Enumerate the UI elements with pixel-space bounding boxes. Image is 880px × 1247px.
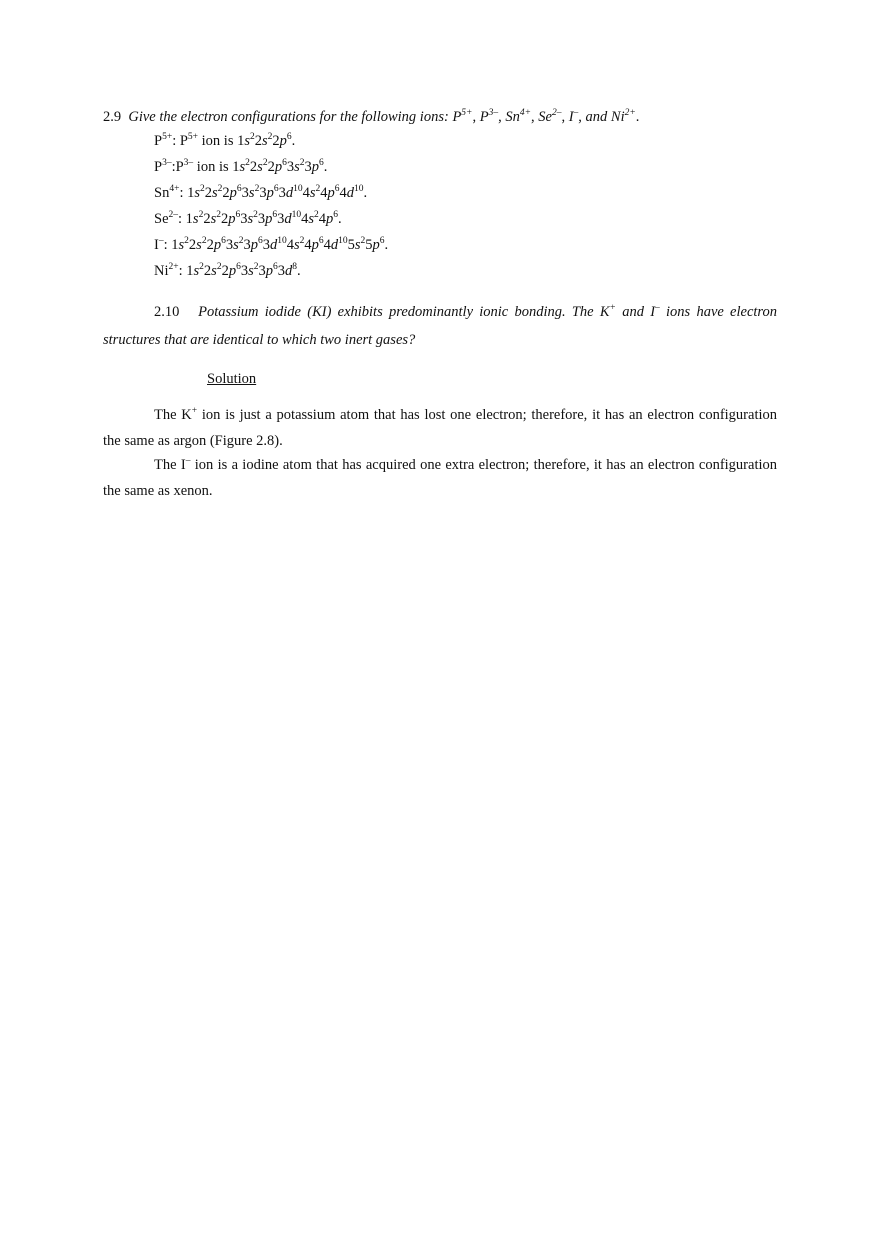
ion-sn: $Sn^{4+}$	[505, 108, 531, 125]
solution-paragraph-1: The K+ ion is just a potassium atom that has lost one electron; therefore, it has an electron configuration the same as argon (Figure 2.8).	[103, 406, 778, 449]
config-se: $Se^{2-}$: $1s^22s^22p^63s^23p^63d^{10}4s^24p^6$.	[154, 210, 342, 227]
ion-p3: $P^{3-}$	[479, 108, 499, 125]
problem-2-10: 2.10 Potassium iodide (KI) exhibits predominantly ionic bonding. The K+ and I– ions have electron structures that are identical to which two inert gases?	[103, 303, 778, 348]
problem-number: 2.9	[103, 109, 122, 125]
solution-heading: Solution	[207, 371, 257, 387]
solution-paragraph-2: The I– ion is a iodine atom that has acquired one extra electron; therefore, it has an electron configuration the same as xenon.	[103, 456, 778, 499]
config-ni: $Ni^{2+}$: $1s^22s^22p^63s^23p^63d^8$.	[154, 262, 301, 279]
ion-p5: $P^{5+}$	[452, 108, 473, 125]
ion-ni: $Ni^{2+}$	[610, 108, 636, 125]
config-p5: $P^{5+}$: $P^{5+}$ ion is $1s^22s^22p^6$.	[154, 132, 296, 149]
config-i: I–: $1s^22s^22p^63s^23p^63d^{10}4s^24p^64d^{10}5s^25p^6$.	[154, 236, 389, 253]
config-sn: $Sn^{4+}$: $1s^22s^22p^63s^23p^63d^{10}4s^24p^64d^{10}$.	[154, 184, 368, 201]
problem-number: 2.10	[154, 304, 180, 320]
ion-se: $Se^{2-}$	[538, 108, 562, 125]
question-text: Give the electron configurations for the following ions:	[128, 109, 449, 125]
config-p3: $P^{3-}:P^{3-}$ ion is $1s^22s^22p^63s^23p^6$.	[154, 158, 328, 175]
problem-2-9-question: 2.9 Give the electron configurations for the following ions: $P^{5+}$, $P^{3-}$, $Sn^{4+}$, $Se^{2-}$, I–, and $Ni^{2+}$.	[103, 108, 640, 125]
ion-i: I–	[568, 108, 579, 125]
